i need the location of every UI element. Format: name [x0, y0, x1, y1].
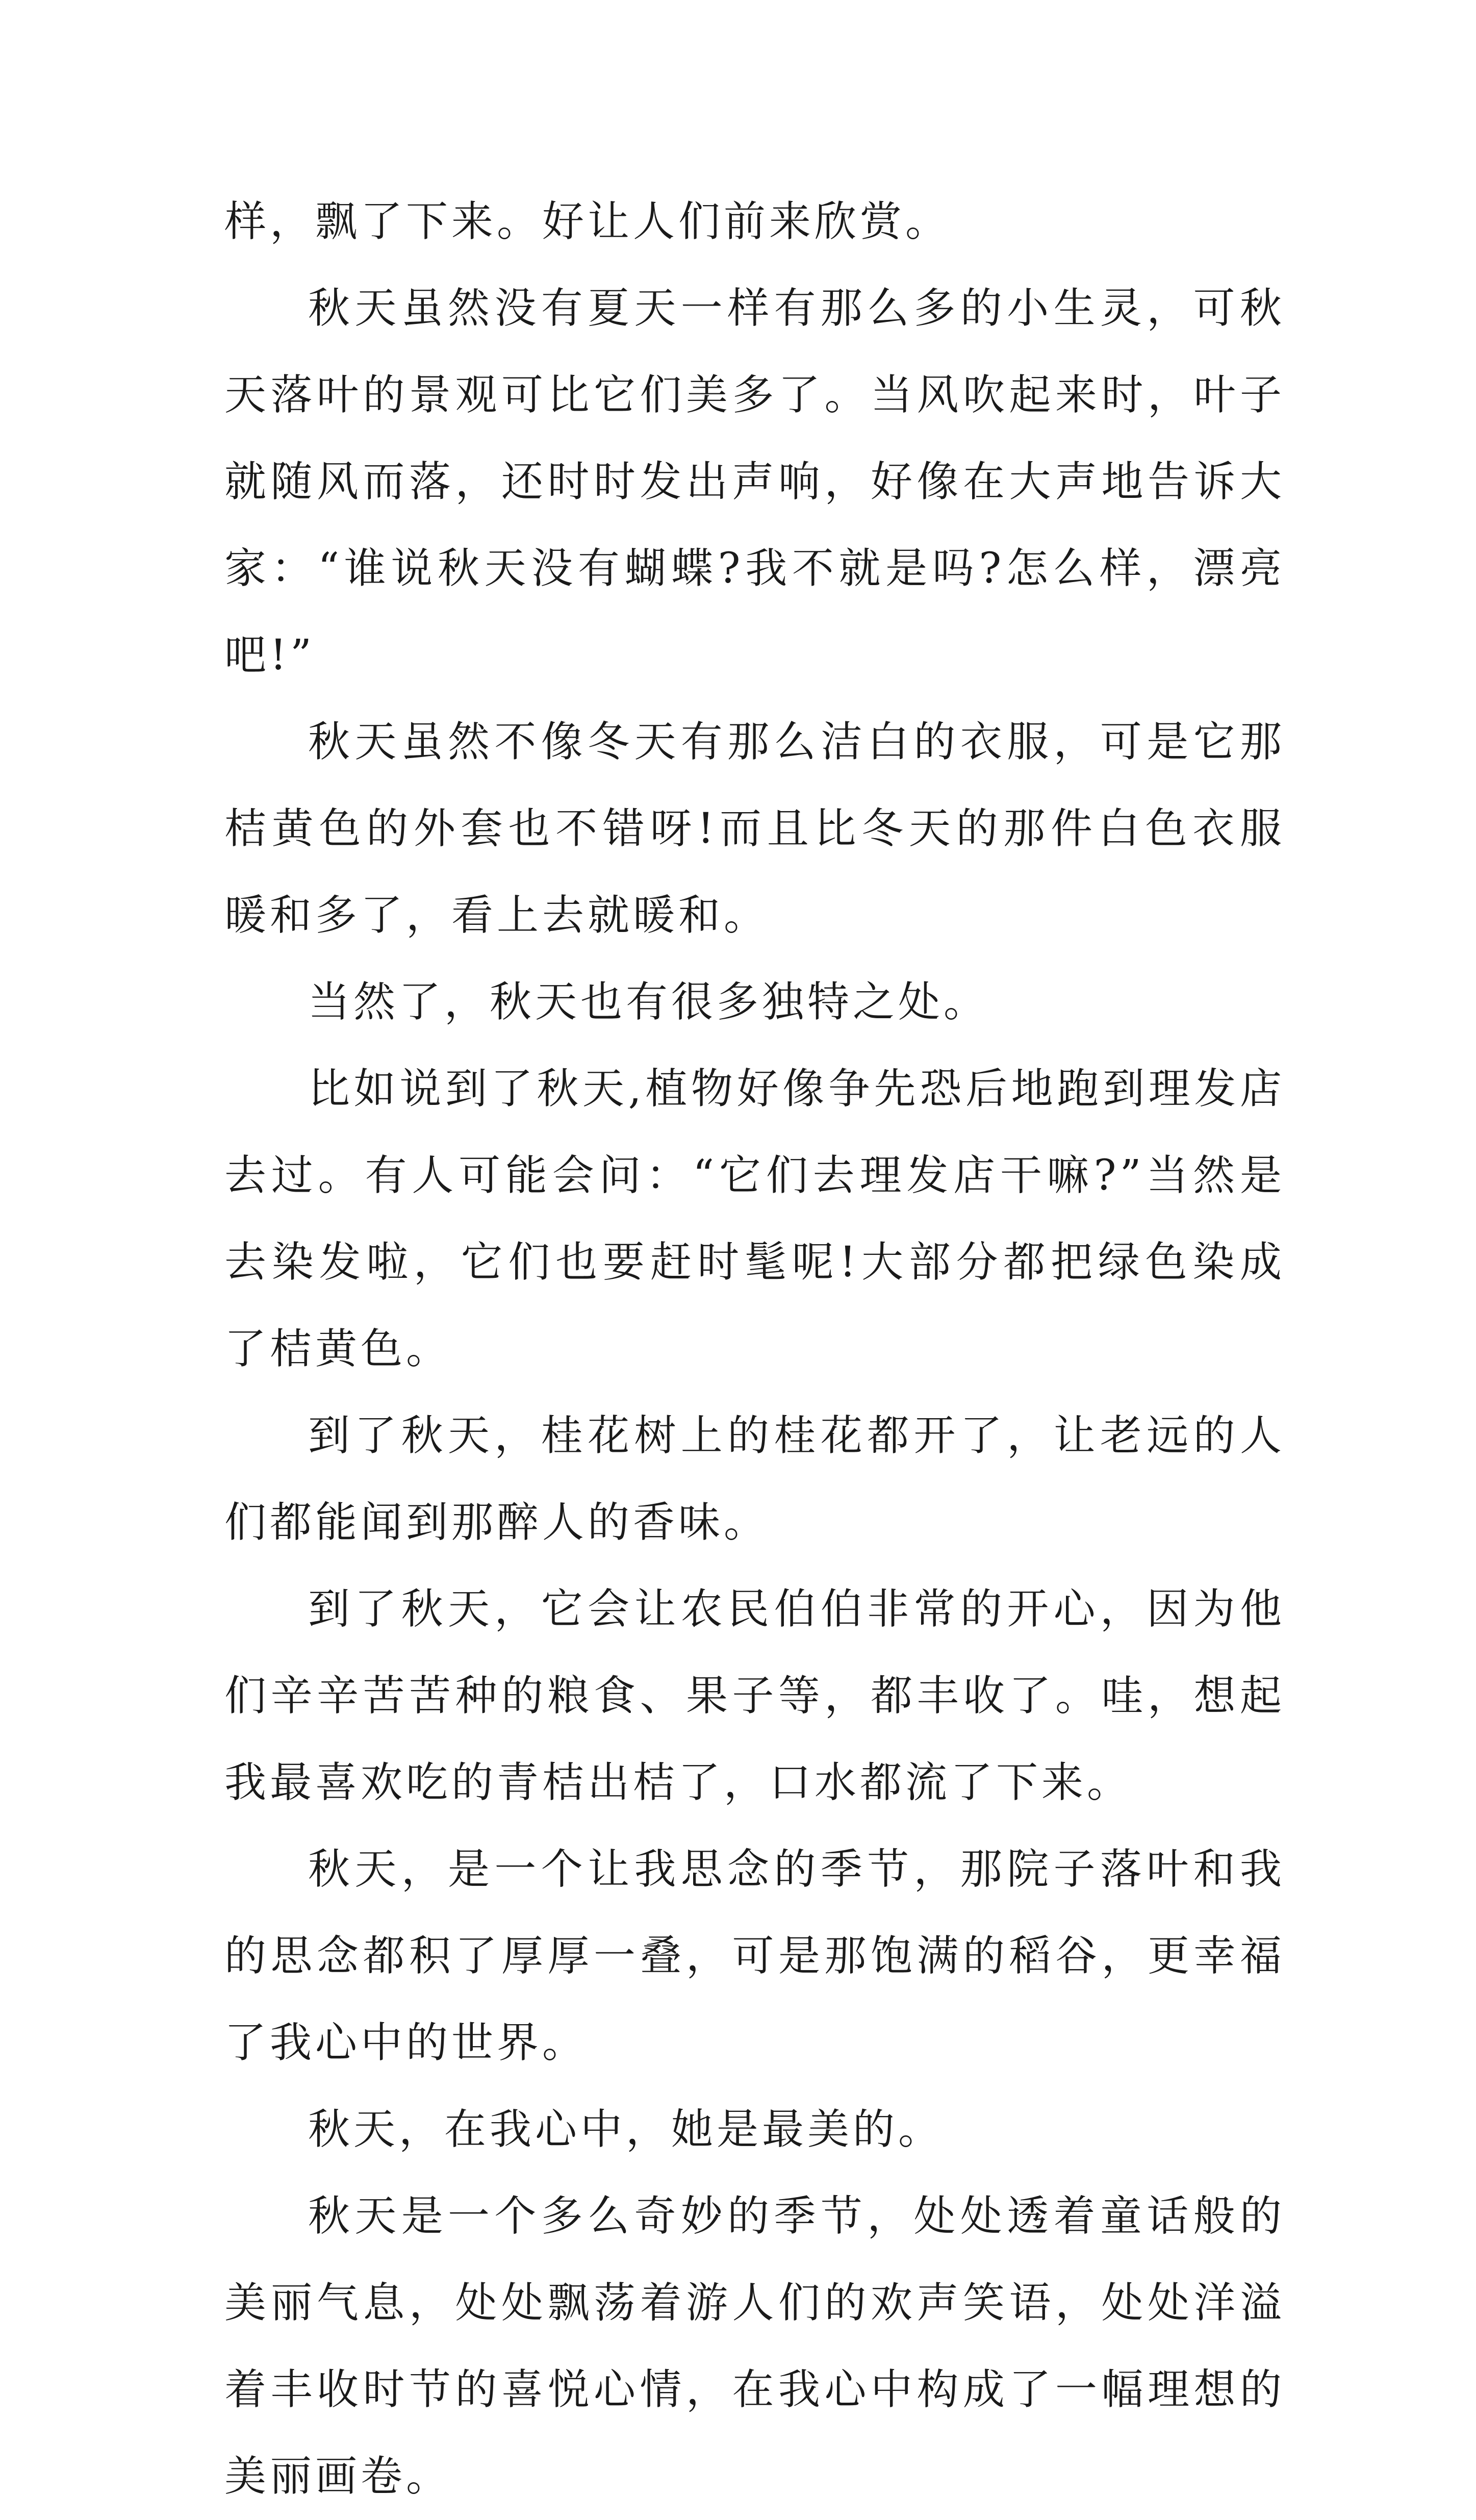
- paragraph-1: 样，飘了下来。好让人们前来欣赏。: [224, 197, 951, 246]
- paragraph-2: 秋天虽然没有夏天一样有那么多的小生灵，可秋天落叶的景观可比它们美多了。当风吹起来时，叶子就随风而落，还时时发出声响，好像在大声地告诉大家：“谁说秋天没有蝴蝶?我不就是吗?怎么样，漂亮吧!”: [224, 284, 1285, 679]
- paragraph-5: 比如说到了秋天,植物好像争先恐后地跑到理发店去过。有人可能会问：“它们去理发店干嘛?”当然是去染发啦，它们也要赶时髦呢!大部分都把绿色染成了桔黄色。: [224, 1065, 1285, 1373]
- paragraph-7: 到了秋天，它会让农民伯伯非常的开心，因为他们辛辛苦苦种的粮食、果子等，都丰收了。哇，想起我最喜欢吃的青桔出桔了，口水都流了下来。: [224, 1585, 1285, 1807]
- paragraph-4: 当然了，秋天也有很多独特之处。: [308, 978, 989, 1026]
- essay-body: [224, 179, 1285, 2520]
- paragraph-3: 秋天虽然不像冬天有那么洁白的衣服，可是它那桔黄色的外套也不错呀!而且比冬天的那件白色衣服暖和多了，看上去就暖和。: [224, 718, 1285, 940]
- paragraph-8: 秋天，是一个让我思念的季节，那院子落叶和我的思念都积了厚厚一叠，可是那饱满的稻谷，更幸福了我心中的世界。: [224, 1845, 1285, 2067]
- paragraph-6: 到了秋天，桂花树上的桂花都开了，让老远的人们都能闻到那醉人的香味。: [224, 1412, 1285, 1547]
- paragraph-10: 秋天是一个多么奇妙的季节，处处透着童话般的美丽气息，处处飘荡着游人们的欢声笑语，处处洋溢着丰收时节的喜悦心情，在我心中构成了一幅理想的美丽画卷。: [224, 2192, 1285, 2501]
- paragraph-9: 秋天，在我心中，她是最美的。: [308, 2105, 944, 2154]
